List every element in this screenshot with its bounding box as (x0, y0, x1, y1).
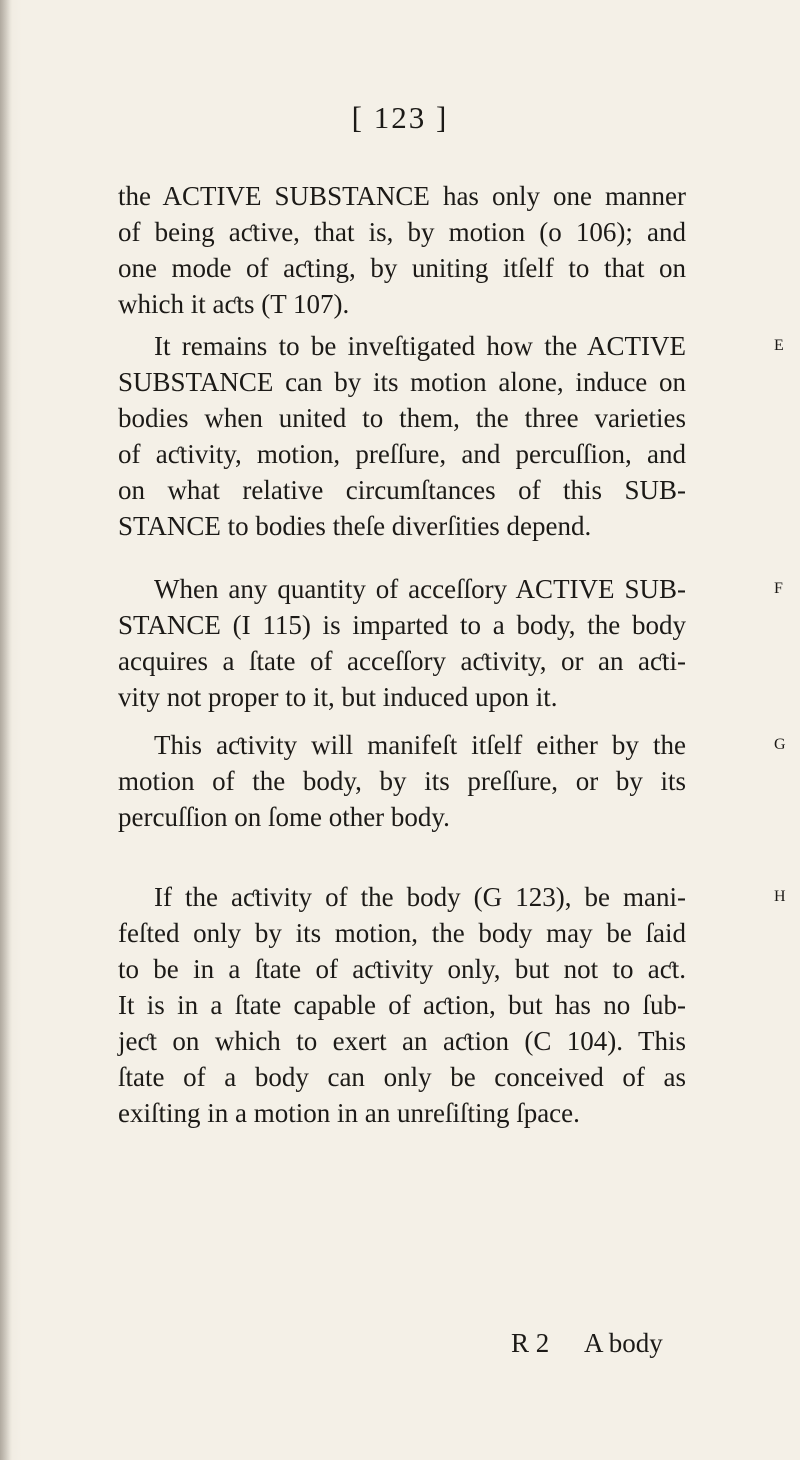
catchword: A body (584, 1328, 663, 1358)
text-line: ſtate of a body can only be conceived of as (118, 1062, 686, 1092)
text-line: STANCE to bodies theſe diverſities depend. (118, 511, 592, 541)
text-line: It remains to be inveſtigated how the ACTIVE (154, 331, 686, 361)
text-line: to be in a ſtate of aƈtivity only, but not to aƈt. (118, 954, 686, 984)
gutter-shadow (0, 0, 12, 1460)
margin-letter: E (774, 337, 784, 354)
text-line: STANCE (I 115) is imparted to a body, the body (118, 610, 686, 640)
text-line: jeƈt on which to exert an aƈtion (C 104). This (118, 1026, 686, 1056)
text-line: It is in a ſtate capable of aƈtion, but has no ſub- (118, 990, 686, 1020)
text-line: of aƈtivity, motion, preſſure, and percuſſion, and (118, 439, 686, 469)
margin-letter: F (774, 580, 783, 597)
text-line: motion of the body, by its preſſure, or by its (118, 766, 686, 796)
text-line: SUBSTANCE can by its motion alone, induce on (118, 367, 686, 397)
text-line: percuſſion on ſome other body. (118, 802, 450, 832)
signature-mark: R 2 (511, 1328, 550, 1358)
margin-letter: H (774, 888, 786, 905)
text-line: one mode of aƈting, by uniting itſelf to that on (118, 253, 686, 283)
text-line: If the aƈtivity of the body (G 123), be mani- (154, 882, 686, 912)
text-line: exiſting in a motion in an unreſiſting ſpace. (118, 1098, 580, 1128)
text-line: feſted only by its motion, the body may be ſaid (118, 918, 686, 948)
text-line: of being aƈtive, that is, by motion (o 106); and (118, 217, 686, 247)
page-header: [ 123 ] (351, 100, 449, 135)
text-line: the ACTIVE SUBSTANCE has only one manner (118, 181, 686, 211)
margin-letter: G (774, 736, 786, 753)
text-line: acquires a ſtate of acceſſory aƈtivity, or an aƈti- (118, 646, 686, 676)
text-line: vity not proper to it, but induced upon it. (118, 682, 558, 712)
text-line: on what relative circumſtances of this SUB- (118, 475, 686, 505)
text-line: which it aƈts (T 107). (118, 289, 350, 319)
text-line: bodies when united to them, the three varieties (118, 403, 686, 433)
text-line: When any quantity of acceſſory ACTIVE SUB- (154, 574, 686, 604)
text-line: This aƈtivity will manifeſt itſelf either by the (154, 730, 686, 760)
